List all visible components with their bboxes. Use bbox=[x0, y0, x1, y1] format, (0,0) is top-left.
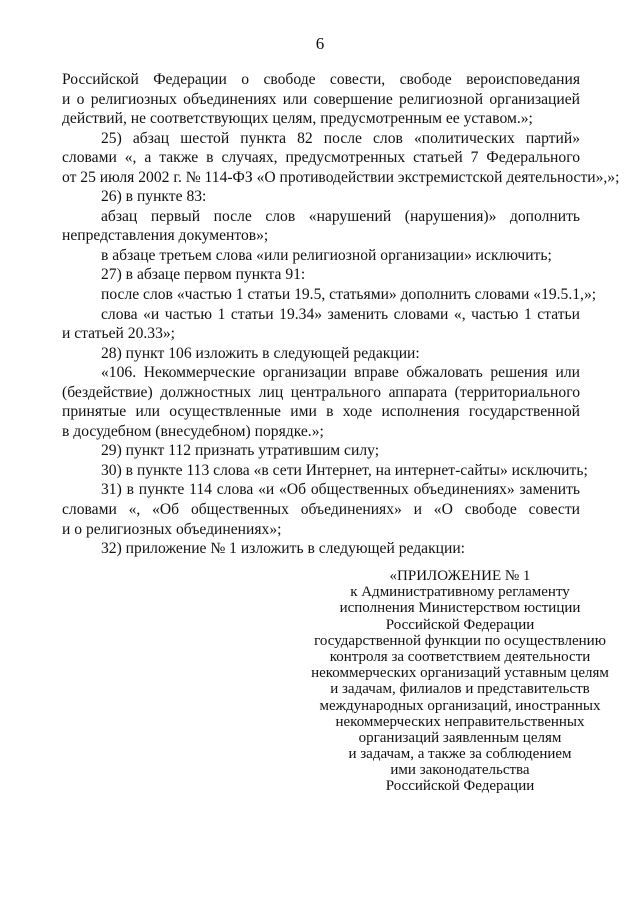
text-line: Российской Федерации о свободе совести, свободе вероисповедания bbox=[62, 71, 580, 88]
appendix-line: к Административному регламенту bbox=[350, 584, 570, 601]
text-line: и о религиозных объединениях»; bbox=[62, 520, 282, 538]
text-line: 26) в пункте 83: bbox=[101, 188, 207, 206]
text-line: 25) абзац шестой пункта 82 после слов «политических партий» bbox=[101, 129, 580, 147]
text-line: от 25 июля 2002 г. № 114-ФЗ «О противодействии экстремистской деятельности»,»; bbox=[62, 168, 620, 186]
appendix-line: Российской Федерации bbox=[385, 616, 535, 633]
text-line: «106. Некоммерческие организации вправе обжаловать решения или bbox=[101, 364, 580, 382]
text-line: абзац первый после слов «нарушений (нарушения)» дополнить bbox=[101, 207, 580, 225]
text-line: (бездействие) должностных лиц центрального аппарата (территориального bbox=[62, 383, 580, 401]
body-text bbox=[62, 70, 620, 559]
text-line: непредставления документов»; bbox=[62, 227, 269, 245]
appendix-line: некоммерческих неправительственных bbox=[335, 713, 585, 730]
appendix-line: организаций заявленным целям bbox=[358, 729, 562, 746]
text-line: принятые или осуществленные ими в ходе исполнения государственной bbox=[62, 403, 580, 421]
appendix-heading bbox=[300, 568, 620, 795]
appendix-line: исполнения Министерством юстиции bbox=[339, 600, 581, 617]
text-line: в досудебном (внесудебном) порядке.»; bbox=[62, 422, 324, 440]
page-number: 6 bbox=[315, 34, 325, 53]
text-line: 30) в пункте 113 слова «в сети Интернет, на интернет-сайты» исключить; bbox=[101, 461, 588, 479]
text-line: и о религиозных объединениях или совершение религиозной организацией bbox=[62, 90, 580, 108]
appendix-line: Российской Федерации bbox=[385, 778, 535, 795]
text-line: и статьей 20.33»; bbox=[62, 325, 175, 343]
text-line: 31) в пункте 114 слова «и «Об общественных объединениях» заменить bbox=[101, 481, 580, 499]
appendix-line: и задачам, филиалов и представительств bbox=[330, 681, 590, 698]
text-line: 27) в абзаце первом пункта 91: bbox=[101, 266, 306, 284]
text-line: 28) пункт 106 изложить в следующей редакции: bbox=[101, 344, 420, 362]
appendix-line: международных организаций, иностранных bbox=[319, 697, 601, 714]
text-line: 29) пункт 112 признать утратившим силу; bbox=[101, 442, 380, 460]
text-line: действий, не соответствующих целям, предусмотренным ее уставом.»; bbox=[62, 110, 533, 128]
text-line: после слов «частью 1 статьи 19.5, статьями» дополнить словами «19.5.1,»; bbox=[101, 286, 597, 304]
appendix-line: и задачам, а также за соблюдением bbox=[348, 746, 572, 763]
appendix-line: контроля за соответствием деятельности bbox=[329, 648, 591, 665]
appendix-line: ими законодательства bbox=[390, 762, 530, 779]
text-line: словами «, «Об общественных объединениях» и «О свободе совести bbox=[62, 501, 580, 519]
text-line: словами «, а также в случаях, предусмотренных статьей 7 Федерального bbox=[62, 149, 580, 167]
text-line: слова «и частью 1 статьи 19.34» заменить словами «, частью 1 статьи bbox=[101, 305, 580, 323]
appendix-line: некоммерческих организаций уставным целям bbox=[311, 665, 609, 682]
appendix-line: государственной функции по осуществлению bbox=[314, 632, 606, 649]
text-line: 32) приложение № 1 изложить в следующей редакции: bbox=[101, 540, 466, 558]
appendix-title: «ПРИЛОЖЕНИЕ № 1 bbox=[389, 568, 531, 584]
text-line: в абзаце третьем слова «или религиозной организации» исключить; bbox=[101, 246, 552, 264]
